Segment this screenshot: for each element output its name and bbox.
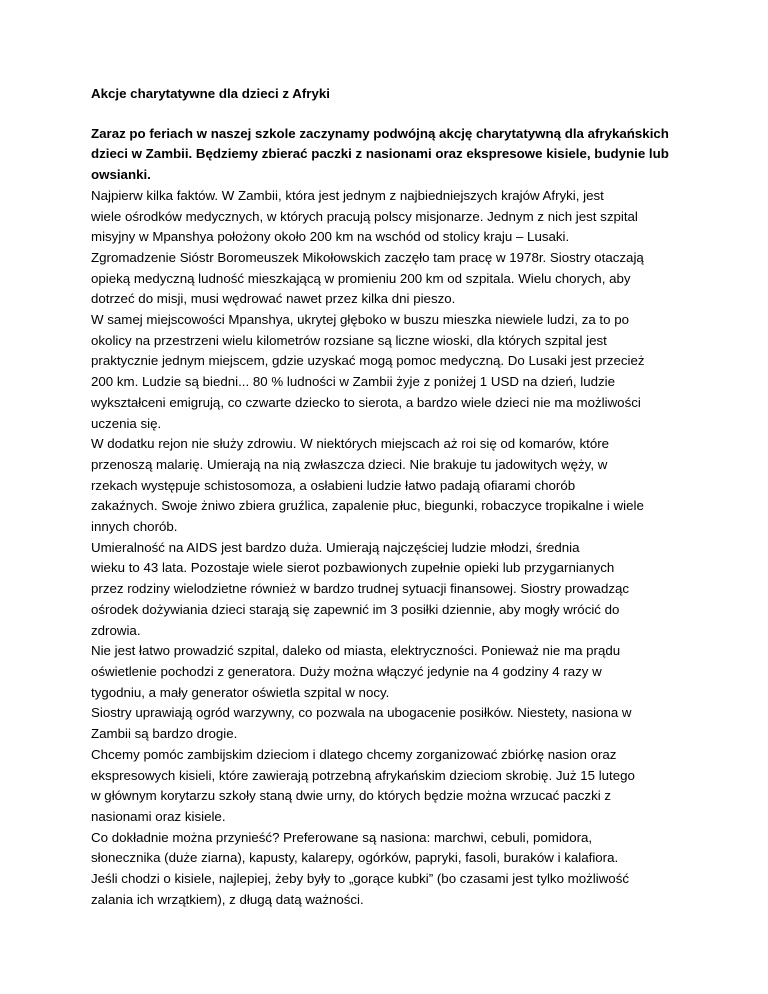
text-line: zdrowia. <box>91 622 141 638</box>
text-line: nasionami oraz kisiele. <box>91 808 226 824</box>
paragraph-hospital <box>91 641 691 703</box>
text-line: zalania ich wrzątkiem), z długą datą ważności. <box>91 891 364 907</box>
text-line: Umieralność na AIDS jest bardzo duża. Umierają najczęściej ludzie młodzi, średnia <box>91 539 580 555</box>
text-line: rzekach występuje schistosomoza, a osłabieni ludzie łatwo padają ofiarami chorób <box>91 477 576 493</box>
paragraph-garden <box>91 703 691 744</box>
text-line: okolicy na przestrzeni wielu kilometrów rozsiane są liczne wioski, dla których szpital jest <box>91 332 607 348</box>
paragraph-health <box>91 434 691 538</box>
text-line: 200 km. Ludzie są biedni... 80 % ludności w Zambii żyje z poniżej 1 USD na dzień, ludzie <box>91 374 616 390</box>
text-line: zakaźnych. Swoje żniwo zbiera gruźlica, zapalenie płuc, biegunki, robaczyce tropikalne i wiele <box>91 498 644 514</box>
text-line: Zgromadzenie Sióstr Boromeuszek Mikołowskich zaczęło tam pracę w 1978r. Siostry otaczają <box>91 249 644 265</box>
text-line: ekspresowych kisieli, które zawierają potrzebną afrykańskim dzieciom skrobię. Już 15 lutego <box>91 767 635 783</box>
text-line: W dodatku rejon nie służy zdrowiu. W niektórych miejscach aż roi się od komarów, które <box>91 436 610 452</box>
text-line: uczenia się. <box>91 415 162 431</box>
text-line: owsianki. <box>91 167 151 183</box>
intro-paragraph <box>91 124 691 186</box>
text-line: misyjny w Mpanshya położony około 200 km na wschód od stolicy kraju – Lusaki. <box>91 229 570 245</box>
text-line: słonecznika (duże ziarna), kapusty, kalarepy, ogórków, papryki, fasoli, buraków i kalafiora. <box>91 850 619 866</box>
paragraph-mpanshya <box>91 310 691 434</box>
text-line: Nie jest łatwo prowadzić szpital, daleko od miasta, elektryczności. Ponieważ nie ma prądu <box>91 643 621 659</box>
text-line: wiele ośrodków medycznych, w których pracują polscy misjonarze. Jednym z nich jest szpital <box>91 208 638 224</box>
text-line: Najpierw kilka faktów. W Zambii, która jest jednym z najbiedniejszych krajów Afryki, jest <box>91 187 604 203</box>
paragraph-what-to-bring <box>91 828 691 911</box>
text-line: dzieci w Zambii. Będziemy zbierać paczki z nasionami oraz ekspresowe kisiele, budynie lub <box>91 146 669 162</box>
text-line: wieku to 43 lata. Pozostaje wiele sierot pozbawionych zupełnie opieki lub przygarnianych <box>91 560 615 576</box>
text-line: Zaraz po feriach w naszej szkole zaczynamy podwójną akcję charytatywną dla afrykańskich <box>91 125 669 141</box>
text-line: Zambii są bardzo drogie. <box>91 726 238 742</box>
document-body <box>91 84 691 910</box>
text-line: Co dokładnie można przynieść? Preferowane są nasiona: marchwi, cebuli, pomidora, <box>91 829 593 845</box>
text-line: Jeśli chodzi o kisiele, najlepiej, żeby były to „gorące kubki” (bo czasami jest tylko możliwość <box>91 871 629 887</box>
text-line: w głównym korytarzu szkoły staną dwie urny, do których będzie można wrzucać paczki z <box>91 788 612 804</box>
text-line: praktycznie jednym miejscem, gdzie uzyskać mogą pomoc medyczną. Do Lusaki jest przecież <box>91 353 645 369</box>
text-line: przez rodziny wielodzietne również w bardzo trudnej sytuacji finansowej. Siostry prowadząc <box>91 581 630 597</box>
paragraph-facts <box>91 186 691 310</box>
text-line: Chcemy pomóc zambijskim dzieciom i dlatego chcemy zorganizować zbiórkę nasion oraz <box>91 746 617 762</box>
paragraph-aids <box>91 538 691 642</box>
paragraph-collection <box>91 745 691 828</box>
text-line: opieką medyczną ludność mieszkającą w promieniu 200 km od szpitala. Wielu chorych, aby <box>91 270 631 286</box>
text-line: Siostry uprawiają ogród warzywny, co pozwala na ubogacenie posiłków. Niestety, nasiona w <box>91 705 632 721</box>
text-line: tygodniu, a mały generator oświetla szpital w nocy. <box>91 684 390 700</box>
text-line: ośrodek dożywiania dzieci starają się zapewnić im 3 posiłki dziennie, aby mogły wrócić do <box>91 601 620 617</box>
text-line: oświetlenie pochodzi z generatora. Duży można włączyć jedynie na 4 godziny 4 razy w <box>91 663 602 679</box>
document-title: Akcje charytatywne dla dzieci z Afryki <box>91 86 330 101</box>
text-line: innych chorób. <box>91 519 178 535</box>
text-line: przenoszą malarię. Umierają na nią zwłaszcza dzieci. Nie brakuje tu jadowitych węży, w <box>91 456 608 472</box>
text-line: wykształceni emigrują, co czwarte dziecko to sierota, a bardzo wiele dzieci nie ma możliwości <box>91 394 641 410</box>
text-line: dotrzeć do misji, musi wędrować nawet przez kilka dni pieszo. <box>91 291 456 307</box>
text-line: W samej miejscowości Mpanshya, ukrytej głęboko w buszu mieszka niewiele ludzi, za to po <box>91 312 630 328</box>
